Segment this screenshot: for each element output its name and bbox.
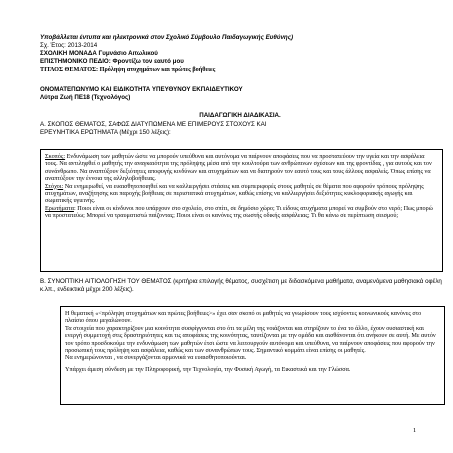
questions-paragraph: Ερωτήματα: Ποιοι είναι οι κίνδυνοι που υπάρχουν στο σχολείο, στο σπίτι, σε δημόσιο χώρο; Τι είδους ατυχήματα μπορεί να συμβούν στο νερό; Πως μπορώ να προστατεύω; Μπορεί να τραυματιστώ παίζοντας; Ποιοι είναι οι κανόνες της σωστής οδικής ασφάλειας; Τι θα κάνω σε περίπτωση σεισμού; [45,204,433,220]
rationale-para-3: Να ενημερώνονται , να συνεργάζονται αρμονικά να ευαισθητοποιούνται. [65,354,247,362]
teacher-label: ΟΝΟΜΑΤΕΠΩΝΥΜΟ ΚΑΙ ΕΙΔΙΚΟΤΗΤΑ ΥΠΕΥΘΥΝΟΥ ΕΚΠΑΙΔΕΥΤΙΚΟΥ [40,86,243,93]
section-b-heading: Β. ΣΥΝΟΠΤΙΚΗ ΑΙΤΙΟΛΟΓΗΣΗ ΤΟΥ ΘΕΜΑΤΟΣ (κριτήρια επιλογής θέματος, συσχέτιση με διδασκόμενα μαθήματα, αναμενόμενα μαθησιακά οφέλη κ.λπ., ενδεικτικά μέχρι 200 λέξεις). [40,278,442,293]
header-submission-note: Υποβάλλεται έντυπα και ηλεκτρονικά στον Σχολικό Σύμβουλο Παιδαγωγικής Ευθύνης) [40,34,294,41]
rationale-para-4: Υπάρχει άμεση σύνδεση με την Πληροφορική, την Τεχνολογία, την Φυσική Αγωγή, τα Εικαστικά και την Γλώσσα. [65,365,351,373]
header-scientific-field: ΕΠΙΣΤΗΜΟΝΙΚΟ ΠΕΔΙΟ: Φροντίζω τον εαυτό μου [40,58,184,65]
rationale-para-1: Η θεματική «<πρόληψη ατυχημάτων και πρώτες βοήθειες>» έχει σαν σκοπό οι μαθητές να γνωρίσουν τους ισχύοντες κοινωνικούς κανόνες στο πλαίσιο όπου μεγαλώνουν. [65,310,422,325]
page-number: 1 [413,427,417,434]
section-a-heading-line2: ΕΡΕΥΝΗΤΙΚΑ ΕΡΩΤΗΜΑΤΑ (Μέχρι 150 λέξεις): [40,129,171,136]
purpose-goals-box [40,149,443,272]
section-a-heading-line1: Α. ΣΚΟΠΟΣ ΘΕΜΑΤΟΣ, ΣΑΦΩΣ ΔΙΑΤΥΠΩΜΕΝΑ ΜΕ ΕΠΙΜΕΡΟΥΣ ΣΤΟΧΟΥΣ ΚΑΙ [40,121,267,128]
teacher-name: Λύτρα Ζωή ΠΕ18 (Τεχνολόγος) [40,94,131,101]
goals-paragraph: Στόχοι: Να ενημερωθεί, να ευαισθητοποιηθεί και να καλλιεργήσει στάσεις και συμπεριφορές στους μαθητές σε θέματα που αφορούν τρόπους πρόληψης ατυχημάτων, αναζήτησης και παροχής βοήθειας σε περιστατικά ατυχημάτων, καθώς επίσης να καλλιεργήσει δεξιότητες κυκλοφοριακής αγωγής και σωματικής υγιεινής. [45,182,424,205]
header-school-year: Σχ. Έτος: 2013-2014 [40,42,98,49]
section-title: ΠΑΙΔΑΓΩΓΙΚΗ ΔΙΑΔΙΚΑΣΙΑ. [199,112,281,119]
purpose-paragraph: Σκοπός: Ενδυνάμωση των μαθητών ώστε να μπορούν υπεύθυνα και αυτόνομα να παίρνουν αποφάσεις που να προστατεύουν την υγεία και την ασφάλεια τους. Να αντιληφθεί ο μαθητής την αναγκαιότητα της πρόληψης μέσα από την κουλτούρα των ανθρώπινων σχέσεων και της φροντίδας , για αυτούς και τον συνάνθρωπο. Να αναπτύξουν δεξιότητες αποφυγής κινδύνων και ατυχημάτων και να διατηρούν τον εαυτό τους και τους άλλους ασφαλείς. Όπως επίσης να αναπτύξουν την έννοια της αλληλοβοήθειας. [45,153,432,183]
header-school-unit: ΣΧΟΛΙΚΗ ΜΟΝΑΔΑ Γυμνάσιο Αιτωλικού [40,50,158,57]
rationale-box [60,306,445,405]
rationale-para-2: Τα στοιχεία που χαρακτηρίζουν μια κοινότητα συσφίγγονται στο ότι τα μέλη της νοιάζονται και στηρίζουν το ένα το άλλο, έχουν ουσιαστική και ενεργή συμμετοχή στις δραστηριότητες και τις αποφάσεις της κοινότητας, ταυτίζονται με την ομάδα και αισθάνονται ότι ανήκουν σε αυτή. Με αυτόν τον τρόπο προσδοκούμε την ενδυνάμωση των μαθητών έτσι ώστε να λειτουργούν αυτόνομα και υπεύθυνα, να παίρνουν αποφάσεις που αφορούν την προσωπική τους πρόληψη και ασφάλεια, καθώς και των συνανθρώπων τους. Σημαντικό κομμάτι είναι επίσης οι μαθητές. [65,324,436,355]
header-topic-title: ΤΙΤΛΟΣ ΘΕΜΑΤΟΣ: Πρόληψη ατυχημάτων και πρώτες βοήθειες [40,66,216,73]
